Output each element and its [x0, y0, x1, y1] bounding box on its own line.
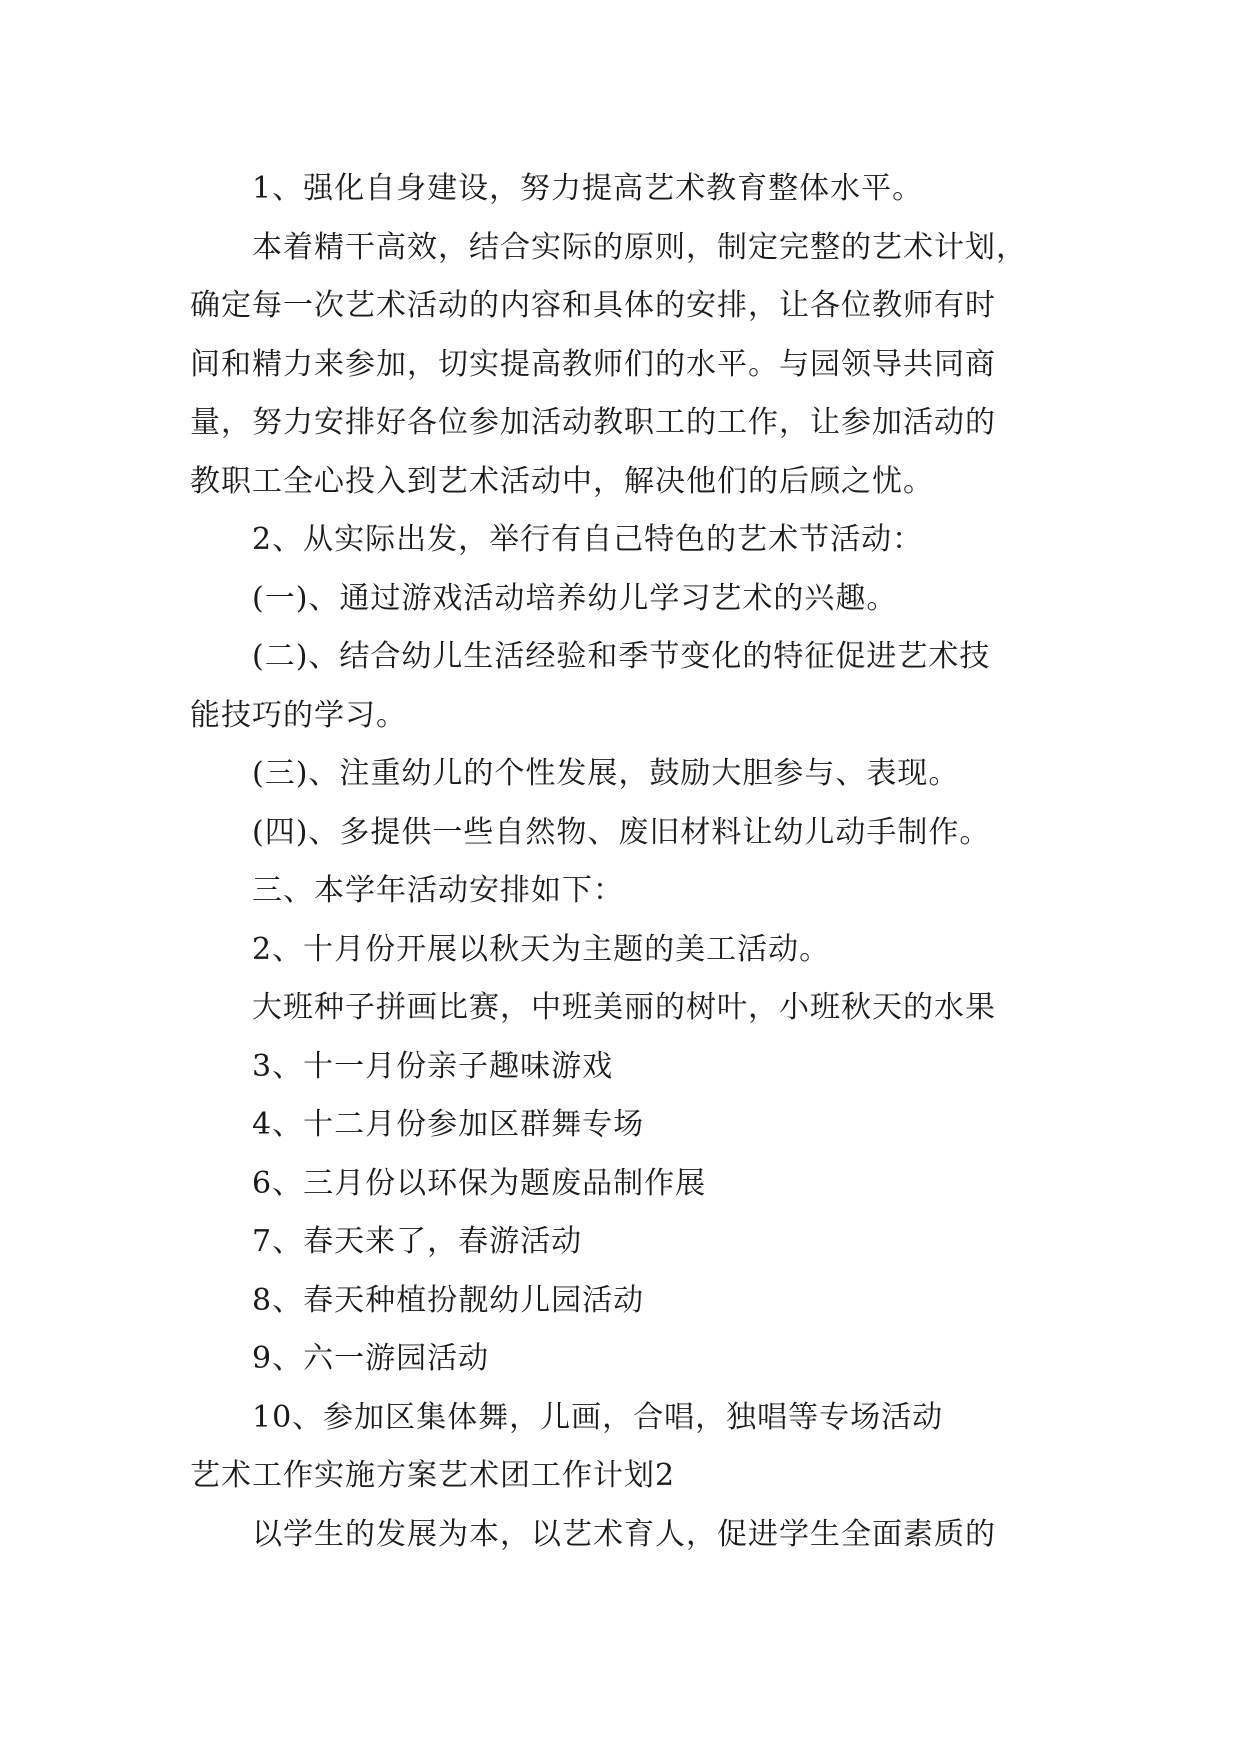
paragraph-line: 2、从实际出发，举行有自己特色的艺术节活动：: [252, 522, 924, 557]
section-title: 艺术工作实施方案艺术团工作计划2: [190, 1458, 676, 1493]
list-item: 2、十月份开展以秋天为主题的美工活动。: [252, 931, 831, 967]
list-item: 3、十一月份亲子趣味游戏: [252, 1048, 614, 1084]
list-item: 6、三月份以环保为题废品制作展: [252, 1165, 707, 1201]
paragraph-line: 能技巧的学习。: [190, 697, 407, 733]
paragraph-line: 以学生的发展为本，以艺术育人，促进学生全面素质的: [252, 1516, 996, 1552]
list-item: 10、参加区集体舞，儿画，合唱，独唱等专场活动: [252, 1399, 944, 1435]
paragraph-line: 确定每一次艺术活动的内容和具体的安排，让各位教师有时: [190, 288, 996, 323]
section-heading: 三、本学年活动安排如下：: [252, 873, 624, 908]
list-item: (二)、结合幼儿生活经验和季节变化的特征促进艺术技: [252, 639, 991, 674]
list-item: 4、十二月份参加区群舞专场: [252, 1107, 645, 1142]
list-item: 8、春天种植扮靓幼儿园活动: [252, 1282, 645, 1318]
list-item: 9、六一游园活动: [252, 1341, 490, 1376]
paragraph-line: 大班种子拼画比赛，中班美丽的树叶，小班秋天的水果: [252, 990, 996, 1025]
list-item: (四)、多提供一些自然物、废旧材料让幼儿动手制作。: [252, 814, 991, 850]
paragraph-line: 教职工全心投入到艺术活动中，解决他们的后顾之忧。: [190, 463, 934, 499]
list-item: (三)、注重幼儿的个性发展，鼓励大胆参与、表现。: [252, 756, 960, 791]
document-body: [190, 160, 1070, 1564]
paragraph-line: 1、强化自身建设，努力提高艺术教育整体水平。: [252, 171, 924, 206]
list-item: (一)、通过游戏活动培养幼儿学习艺术的兴趣。: [252, 580, 898, 616]
list-item: 7、春天来了，春游活动: [252, 1224, 583, 1259]
paragraph-line: 量，努力安排好各位参加活动教职工的工作，让参加活动的: [190, 405, 996, 440]
paragraph-line: 本着精干高效，结合实际的原则，制定完整的艺术计划，: [252, 229, 1027, 265]
paragraph-line: 间和精力来参加，切实提高教师们的水平。与园领导共同商: [190, 346, 996, 382]
